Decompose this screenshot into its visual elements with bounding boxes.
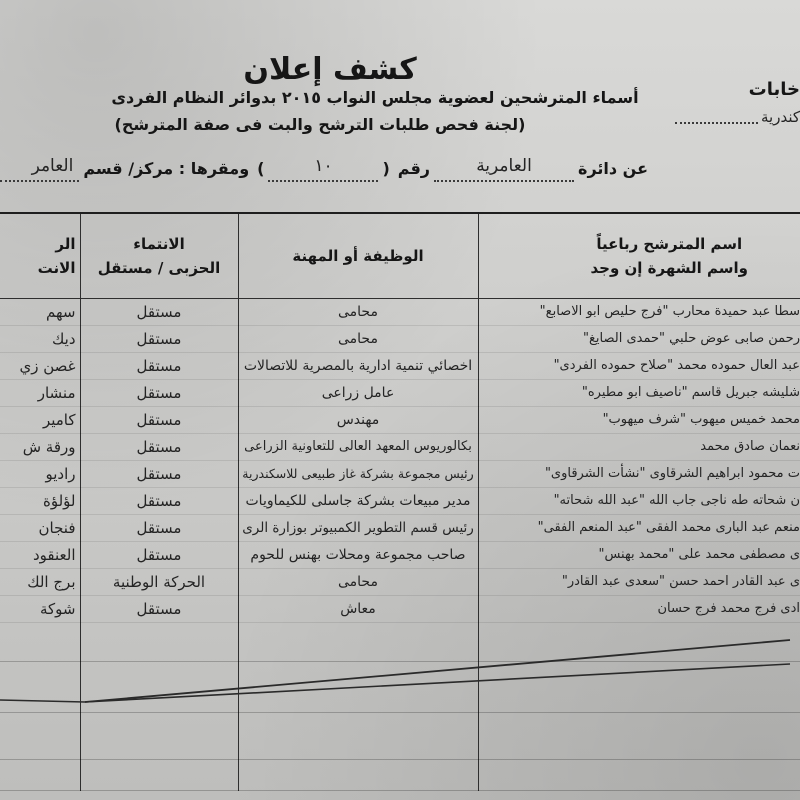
column-header-affiliation — [80, 213, 238, 299]
dotted-leader — [675, 118, 758, 124]
candidate-name-cell — [478, 515, 800, 542]
candidate-symbol: ديك — [52, 330, 76, 348]
district-seat-label: ومقرها : مركز/ قسم — [83, 159, 250, 178]
governorate-handwritten: كندرية — [760, 108, 800, 126]
candidate-name-cell — [478, 299, 800, 326]
candidate-symbol: منشار — [37, 384, 76, 402]
empty-cell — [80, 760, 238, 791]
candidate-row — [0, 326, 800, 353]
candidate-row — [0, 407, 800, 434]
candidate-row — [0, 596, 800, 623]
empty-row — [0, 662, 800, 713]
candidate-affiliation: مستقل — [136, 411, 182, 429]
candidate-symbol: راديو — [45, 465, 76, 483]
candidate-affiliation-cell — [80, 488, 238, 515]
district-name: العامرية — [434, 154, 574, 182]
candidate-symbol-cell — [0, 461, 80, 488]
table-header — [0, 213, 800, 299]
empty-cell — [0, 760, 80, 791]
empty-cell — [478, 760, 800, 791]
candidate-row — [0, 353, 800, 380]
candidate-affiliation-cell — [80, 353, 238, 380]
empty-cell — [0, 662, 80, 713]
candidate-name: منعم عبد البارى محمد الفقى "عبد المنعم الفقى" — [537, 520, 800, 535]
candidate-row — [0, 569, 800, 596]
governorate-field — [675, 104, 800, 128]
candidate-affiliation-cell — [80, 380, 238, 407]
candidate-symbol-cell — [0, 407, 80, 434]
candidate-symbol: فنجان — [38, 519, 76, 537]
candidates-table — [0, 212, 800, 791]
empty-row — [0, 713, 800, 760]
candidate-symbol: سهم — [46, 303, 76, 321]
empty-cell — [238, 662, 478, 713]
candidate-row — [0, 488, 800, 515]
candidate-profession: محامى — [338, 304, 378, 320]
candidate-affiliation-cell — [80, 326, 238, 353]
candidate-profession: رئيس قسم التطوير الكمبيوتر بوزارة الرى — [242, 520, 474, 536]
column-header-name — [478, 213, 800, 299]
candidate-symbol: العنقود — [32, 546, 76, 564]
candidate-name-cell — [478, 407, 800, 434]
district-seat: العامر — [0, 154, 79, 182]
candidate-profession: مهندس — [336, 412, 380, 428]
candidate-affiliation: مستقل — [136, 357, 182, 375]
column-header-profession — [238, 213, 478, 299]
empty-cell — [478, 713, 800, 760]
column-header-name-line: اسم المترشح رباعياً — [596, 235, 743, 253]
candidate-name: ت محمود ابراهيم الشرقاوى "نشأت الشرقاوى" — [544, 466, 800, 481]
candidate-profession-cell — [238, 434, 478, 461]
candidate-row — [0, 461, 800, 488]
candidate-affiliation-cell — [80, 434, 238, 461]
candidate-symbol-cell — [0, 488, 80, 515]
candidate-name: ى مصطفى محمد على "محمد بهنس" — [598, 547, 800, 562]
candidate-profession-cell — [238, 353, 478, 380]
column-header-affiliation-line: الانتماء — [133, 235, 185, 253]
candidate-symbol-cell — [0, 569, 80, 596]
candidate-affiliation: مستقل — [136, 303, 182, 321]
candidate-row — [0, 515, 800, 542]
candidate-name: سطا عبد حميدة محارب "فرج حليص ابو الاصابع" — [539, 304, 800, 319]
document-title: كشف إعلان — [243, 52, 417, 87]
district-line — [0, 152, 652, 182]
candidate-name: ن شحاته طه ناجى جاب الله "عبد الله شحاته" — [553, 493, 800, 508]
candidate-symbol: ورقة ش — [22, 438, 76, 456]
candidate-name-cell — [478, 461, 800, 488]
empty-cell — [0, 623, 80, 662]
candidate-affiliation: الحركة الوطنية — [112, 573, 206, 591]
candidate-affiliation: مستقل — [136, 546, 182, 564]
candidate-affiliation: مستقل — [136, 438, 182, 456]
empty-cell — [238, 760, 478, 791]
candidate-profession: صاحب مجموعة ومحلات بهنس للحوم — [250, 547, 466, 563]
candidate-symbol: كامير — [42, 411, 76, 429]
candidate-symbol-cell — [0, 326, 80, 353]
empty-cell — [80, 623, 238, 662]
candidate-symbol-cell — [0, 542, 80, 569]
candidate-symbol: غصن زي — [19, 357, 76, 375]
column-header-symbol — [0, 213, 80, 299]
district-number-close-paren: ) — [257, 159, 265, 178]
candidate-affiliation: مستقل — [136, 600, 182, 618]
candidate-symbol-cell — [0, 353, 80, 380]
candidate-symbol-cell — [0, 299, 80, 326]
candidate-symbol: برج الك — [27, 573, 76, 591]
candidate-name-cell — [478, 380, 800, 407]
candidate-affiliation-cell — [80, 569, 238, 596]
candidate-row — [0, 434, 800, 461]
candidate-affiliation: مستقل — [136, 492, 182, 510]
candidate-name-cell — [478, 326, 800, 353]
district-label: عن دائرة — [578, 159, 648, 178]
empty-cell — [238, 713, 478, 760]
candidate-affiliation-cell — [80, 542, 238, 569]
document-subtitle: أسماء المترشحين لعضوية مجلس النواب ٢٠١٥ بدوائر النظام الفردى — [111, 88, 639, 107]
elections-label: خابات — [748, 79, 800, 100]
column-header-name-line: واسم الشهرة إن وجد — [590, 259, 748, 277]
candidate-profession-cell — [238, 380, 478, 407]
empty-cell — [80, 713, 238, 760]
candidate-profession: محامى — [338, 331, 378, 347]
candidate-name-cell — [478, 596, 800, 623]
candidate-profession: اخصائي تنمية ادارية بالمصرية للاتصالات — [243, 358, 473, 374]
candidate-symbol: شوكة — [39, 600, 76, 618]
candidate-symbol-cell — [0, 434, 80, 461]
candidate-name: نعمان صادق محمد — [700, 439, 800, 454]
candidate-name-cell — [478, 488, 800, 515]
candidate-profession-cell — [238, 461, 478, 488]
candidate-affiliation: مستقل — [136, 384, 182, 402]
table-body — [0, 299, 800, 791]
candidate-affiliation: مستقل — [136, 465, 182, 483]
empty-cell — [478, 623, 800, 662]
candidate-name: رحمن صابى عوض حلبي "حمدى الصايغ" — [583, 331, 800, 346]
candidate-affiliation-cell — [80, 515, 238, 542]
district-number-label: رقم — [397, 159, 430, 178]
candidate-row — [0, 542, 800, 569]
candidate-affiliation-cell — [80, 596, 238, 623]
candidate-profession-cell — [238, 299, 478, 326]
column-header-symbol-line: الانت — [37, 259, 76, 277]
candidate-name: محمد خميس ميهوب "شرف ميهوب" — [602, 412, 800, 427]
table-header-row — [0, 213, 800, 299]
candidate-name: ى عبد القادر احمد حسن "سعدى عبد القادر" — [561, 574, 800, 589]
empty-row — [0, 623, 800, 662]
candidate-name-cell — [478, 353, 800, 380]
committee-line: (لجنة فحص طلبات الترشح والبت فى صفة المترشح) — [114, 115, 526, 134]
candidate-symbol-cell — [0, 596, 80, 623]
candidate-name: شليشه جبريل قاسم "ناصيف ابو مطيره" — [581, 385, 800, 400]
candidate-profession-cell — [238, 488, 478, 515]
candidate-profession: رئيس مجموعة بشركة غاز طبيعى للاسكندرية — [242, 466, 474, 481]
candidate-profession-cell — [238, 326, 478, 353]
candidate-profession-cell — [238, 596, 478, 623]
candidate-profession: بكالوريوس المعهد العالى للتعاونية الزراعى — [244, 439, 472, 454]
candidate-symbol: لؤلؤة — [43, 492, 76, 510]
empty-cell — [80, 662, 238, 713]
district-number-open-paren: ( — [382, 159, 390, 178]
candidate-name-cell — [478, 434, 800, 461]
candidate-symbol-cell — [0, 380, 80, 407]
candidate-affiliation-cell — [80, 299, 238, 326]
candidate-row — [0, 299, 800, 326]
candidate-name: ادى فرج محمد فرج حسان — [657, 601, 800, 616]
candidate-profession: معاش — [340, 601, 376, 617]
empty-cell — [478, 662, 800, 713]
column-header-affiliation-line: الحزبى / مستقل — [97, 259, 221, 277]
candidate-profession: محامى — [338, 574, 378, 590]
column-header-symbol-line: الر — [55, 235, 76, 253]
district-number: ١٠ — [268, 154, 378, 182]
empty-cell — [0, 713, 80, 760]
candidate-name-cell — [478, 569, 800, 596]
candidate-symbol-cell — [0, 515, 80, 542]
candidate-affiliation-cell — [80, 461, 238, 488]
candidate-profession-cell — [238, 407, 478, 434]
empty-cell — [238, 623, 478, 662]
column-header-profession-line: الوظيفة أو المهنة — [292, 247, 424, 265]
empty-row — [0, 760, 800, 791]
candidate-profession-cell — [238, 542, 478, 569]
candidate-name: عبد العال حموده محمد "صلاح حموده الفردى" — [553, 358, 800, 373]
candidate-row — [0, 380, 800, 407]
candidate-affiliation: مستقل — [136, 519, 182, 537]
candidate-profession: عامل زراعى — [321, 385, 395, 401]
candidate-affiliation: مستقل — [136, 330, 182, 348]
candidate-name-cell — [478, 542, 800, 569]
candidate-profession-cell — [238, 569, 478, 596]
candidate-profession: مدير مبيعات بشركة جاسلى للكيماويات — [245, 493, 471, 509]
candidate-profession-cell — [238, 515, 478, 542]
candidate-affiliation-cell — [80, 407, 238, 434]
